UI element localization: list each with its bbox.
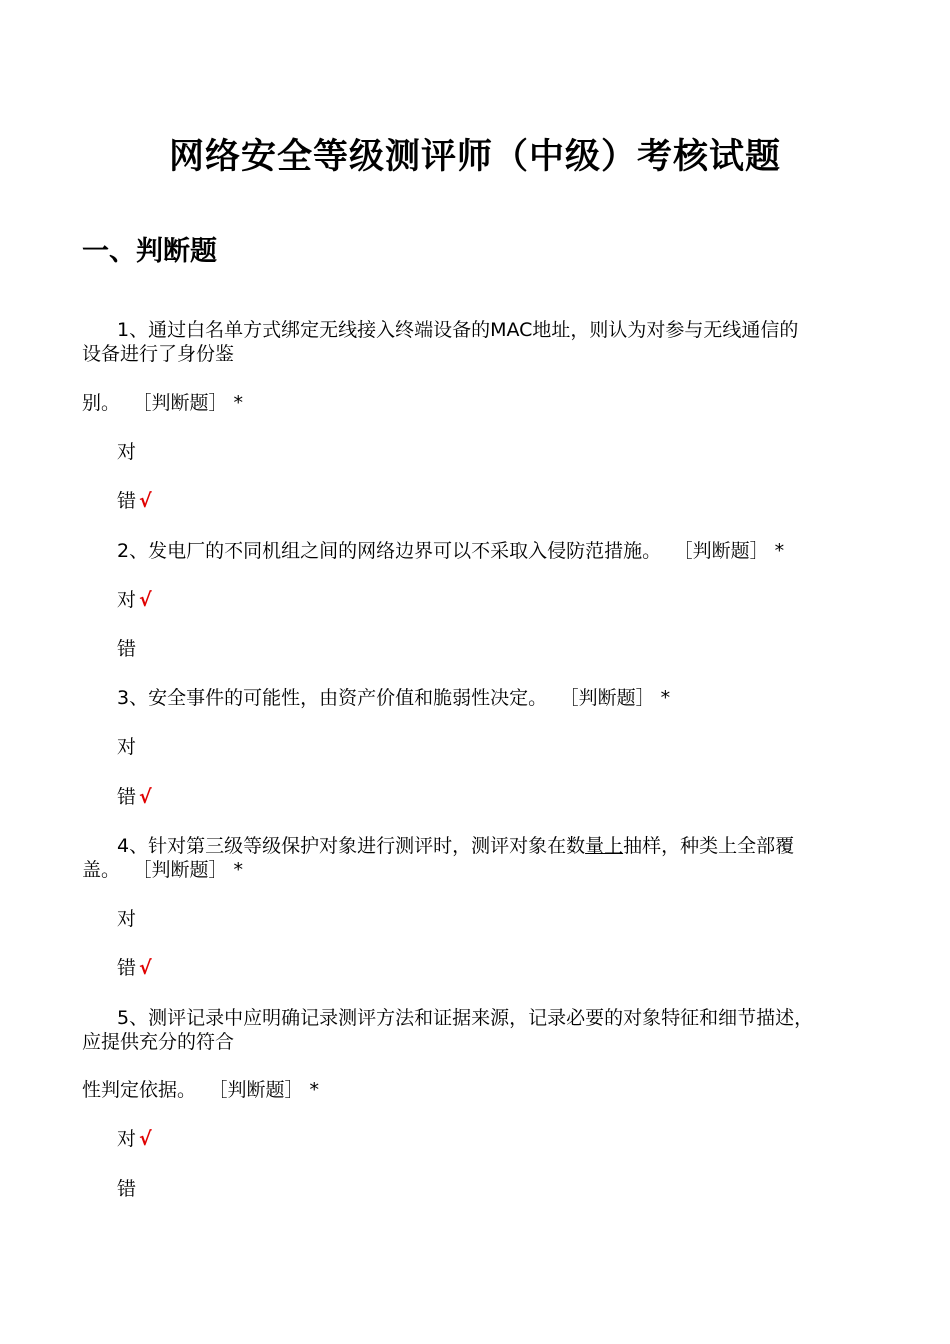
- question-5-text-line-2: 应提供充分的符合: [82, 1031, 235, 1053]
- question-4-text-line-1: [117, 834, 794, 859]
- question-4-underlined-text: 量上: [585, 835, 624, 857]
- option-label: 对: [117, 736, 137, 758]
- question-5-option-true[interactable]: [117, 1127, 152, 1152]
- option-label: 错: [117, 786, 137, 808]
- question-1-text-line-1: 1、通过白名单方式绑定无线接入终端设备的MAC地址，则认为对参与无线通信的: [117, 319, 799, 341]
- question-4-option-true[interactable]: [117, 907, 136, 932]
- check-mark-icon: √: [139, 490, 152, 512]
- question-1-type-tag: ［判断题］ *: [142, 392, 244, 414]
- option-label: 错: [117, 490, 137, 512]
- question-4-text-line-2: [82, 858, 243, 883]
- question-3-text: [117, 686, 670, 711]
- question-5-text-line-1: 5、测评记录中应明确记录测评方法和证据来源，记录必要的对象特征和细节描述，: [117, 1007, 814, 1029]
- question-2-option-false[interactable]: [117, 637, 136, 662]
- option-label: 对: [117, 441, 137, 463]
- section-heading: 一、判断题: [82, 236, 217, 267]
- question-5-option-false[interactable]: [117, 1177, 136, 1202]
- check-mark-icon: √: [139, 1128, 152, 1150]
- question-2-option-true[interactable]: [117, 588, 152, 613]
- check-mark-icon: √: [139, 957, 152, 979]
- question-2-type-tag: ［判断题］ *: [683, 540, 785, 562]
- question-3-type-tag: ［判断题］ *: [569, 687, 671, 709]
- option-label: 错: [117, 1178, 137, 1200]
- option-label: 错: [117, 957, 137, 979]
- question-1-text-line-3: [82, 391, 243, 416]
- question-3-option-true[interactable]: [117, 735, 136, 760]
- question-2-text-body: 2、发电厂的不同机组之间的网络边界可以不采取入侵防范措施。: [117, 540, 662, 562]
- question-4-option-false[interactable]: [117, 956, 152, 981]
- question-5-text-end: 性判定依据。: [82, 1079, 197, 1101]
- question-3-option-false[interactable]: [117, 785, 152, 810]
- question-4-text-part: 抽样，种类上全部覆: [623, 835, 795, 857]
- question-1-option-true[interactable]: [117, 440, 136, 465]
- question-5-text-line-3: [82, 1078, 319, 1103]
- question-3-text-body: 3、安全事件的可能性，由资产价值和脆弱性决定。: [117, 687, 548, 709]
- question-4-type-tag: ［判断题］ *: [142, 859, 244, 881]
- option-label: 错: [117, 638, 137, 660]
- document-title: 网络安全等级测评师（中级）考核试题: [168, 137, 781, 177]
- question-1-text-line-2: 设备进行了身份鉴: [82, 343, 235, 365]
- check-mark-icon: √: [139, 589, 152, 611]
- question-2-text: [117, 539, 784, 564]
- check-mark-icon: √: [139, 786, 152, 808]
- question-1-option-false[interactable]: [117, 489, 152, 514]
- question-1-text-end: 别。: [82, 392, 121, 414]
- question-5-type-tag: ［判断题］ *: [218, 1079, 320, 1101]
- question-4-text-end: 盖。: [82, 859, 121, 881]
- option-label: 对: [117, 1128, 137, 1150]
- option-label: 对: [117, 908, 137, 930]
- option-label: 对: [117, 589, 137, 611]
- question-4-text-part: 4、针对第三级等级保护对象进行测评时，测评对象在数: [117, 835, 586, 857]
